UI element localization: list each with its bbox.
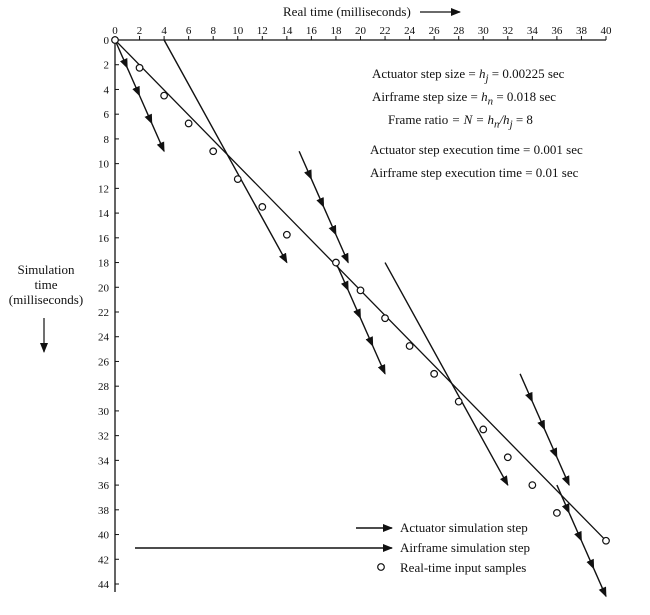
annotation-actuator-step-sub: j (485, 72, 489, 85)
actuator-step-arrow (520, 374, 532, 402)
input-sample-point (505, 454, 512, 461)
annotation-actuator-exec: Actuator step execution time = 0.001 sec (370, 142, 583, 157)
input-sample-point (382, 315, 389, 322)
annotation-airframe-step-sub: n (487, 95, 494, 108)
airframe-step-arrow (164, 40, 287, 263)
actuator-step-arrow (348, 290, 360, 318)
y-tick-label: 28 (98, 381, 109, 394)
legend-swatch-samples (378, 564, 385, 571)
y-axis-label (4, 262, 88, 307)
input-sample-point (333, 259, 340, 266)
annotation-actuator-step-value: = 0.00225 sec (491, 66, 565, 81)
x-tick-label: 14 (281, 25, 293, 37)
y-tick-label: 14 (98, 208, 109, 221)
x-tick-label: 2 (136, 25, 143, 37)
actuator-step-arrow (140, 96, 152, 124)
x-tick-label: 34 (526, 25, 538, 37)
actuator-step-arrow (361, 318, 373, 346)
input-sample-point (406, 343, 413, 350)
airframe-step-arrow (385, 263, 508, 486)
annotation-airframe-step-value: = 0.018 sec (496, 89, 556, 104)
actuator-step-arrow (311, 179, 323, 207)
x-tick-label: 26 (428, 25, 440, 37)
y-axis-label-line-1: Simulation (17, 262, 75, 277)
annotation-frame-ratio-label: Frame ratio (388, 112, 449, 127)
y-tick-label: 36 (98, 480, 109, 493)
annotation-airframe-exec: Airframe step execution time = 0.01 sec (370, 165, 579, 180)
x-tick-label: 30 (477, 25, 489, 37)
x-tick-label: 22 (379, 25, 391, 37)
input-sample-point (603, 537, 610, 544)
x-tick-label: 0 (112, 25, 118, 37)
x-ticks (112, 25, 612, 40)
y-tick-label: 32 (98, 430, 109, 443)
x-axis-label: Real time (milliseconds) (283, 4, 411, 19)
annotation-frame-ratio-expr: = N = h (451, 112, 495, 127)
actuator-step-arrow (115, 40, 127, 68)
y-tick-label: 2 (103, 59, 109, 72)
input-sample-point (161, 92, 168, 99)
y-tick-label: 4 (103, 84, 109, 97)
annotation-frame-ratio-sub1: n (494, 118, 500, 131)
y-ticks (98, 35, 119, 591)
annotation-frame-ratio-value: = 8 (515, 112, 533, 127)
x-tick-label: 28 (453, 25, 465, 37)
annotation-airframe-step-symbol: h (481, 89, 488, 104)
input-sample-point (259, 204, 266, 211)
x-tick-label: 32 (502, 25, 514, 37)
annotation-frame-ratio-mid: /h (499, 112, 510, 127)
x-tick-label: 38 (575, 25, 587, 37)
input-sample-point (284, 231, 291, 238)
actuator-step-arrow (557, 485, 569, 513)
annotation-frame-ratio (388, 112, 533, 131)
y-tick-label: 42 (98, 554, 109, 567)
input-sample-point (357, 287, 364, 294)
input-sample-point (431, 371, 438, 378)
y-tick-label: 30 (98, 405, 109, 418)
x-tick-label: 10 (232, 25, 244, 37)
actuator-step-arrow (557, 457, 569, 485)
annotation-actuator-step-symbol: h (478, 66, 486, 81)
actuator-step-arrow (373, 346, 385, 374)
y-tick-label: 18 (98, 257, 109, 270)
actuator-step-arrow (569, 513, 581, 541)
y-tick-label: 6 (103, 109, 109, 122)
y-tick-label: 10 (98, 158, 109, 171)
legend (135, 528, 392, 570)
y-axis-label-line-3: (milliseconds) (8, 292, 84, 307)
legend-label-actuator: Actuator simulation step (400, 520, 528, 535)
actuator-step-arrow (127, 68, 139, 96)
actuator-step-arrow (594, 569, 606, 597)
input-sample-point (554, 510, 561, 517)
x-tick-label: 18 (330, 25, 342, 37)
actuator-step-arrow (545, 429, 557, 457)
actuator-step-arrow (299, 151, 311, 179)
x-tick-label: 40 (600, 25, 612, 37)
actuator-step-arrow (581, 541, 593, 569)
annotation-airframe-step: Airframe step size = $h_n = 0.018$ sec (372, 89, 556, 108)
annotation-airframe-step-label: Airframe step size (372, 89, 468, 104)
input-sample-point (136, 65, 143, 72)
y-tick-label: 20 (98, 282, 109, 295)
y-tick-label: 24 (98, 331, 109, 344)
input-sample-point (455, 398, 462, 405)
actuator-step-arrow (324, 207, 336, 235)
annotation-actuator-step-label: Actuator step size (372, 66, 466, 81)
y-tick-label: 38 (98, 504, 109, 517)
input-sample-point (185, 120, 192, 127)
actuator-step-arrow (152, 123, 164, 151)
y-tick-label: 0 (103, 35, 109, 47)
y-tick-label: 8 (103, 133, 109, 146)
y-tick-label: 26 (98, 356, 109, 369)
y-axis-label-line-2: time (34, 277, 58, 292)
actuator-step-arrow (336, 235, 348, 263)
x-tick-label: 36 (551, 25, 563, 37)
y-tick-label: 12 (98, 183, 109, 196)
x-tick-label: 12 (256, 25, 268, 37)
input-sample-point (112, 37, 119, 44)
series-layer (112, 37, 610, 597)
legend-label-samples: Real-time input samples (400, 560, 527, 575)
x-tick-label: 24 (404, 25, 416, 37)
x-tick-label: 8 (210, 25, 216, 37)
x-tick-label: 6 (185, 25, 192, 37)
y-tick-label: 22 (98, 307, 109, 319)
x-tick-label: 20 (355, 25, 366, 37)
annotation-frame-ratio-sub2: j (509, 118, 513, 131)
y-tick-label: 40 (98, 529, 109, 542)
input-sample-point (480, 426, 487, 433)
actuator-step-arrow (532, 402, 544, 430)
y-tick-label: 16 (98, 232, 109, 245)
x-tick-label: 16 (305, 25, 317, 37)
annotation-actuator-step: Actuator step size = $h_j = 0.00225$ sec (372, 66, 565, 85)
x-tick-label: 4 (161, 25, 167, 37)
input-sample-point (529, 482, 536, 489)
y-tick-label: 34 (98, 455, 109, 468)
input-sample-point (210, 148, 217, 155)
y-tick-label: 44 (98, 579, 109, 591)
input-sample-point (234, 176, 241, 183)
legend-label-airframe: Airframe simulation step (400, 540, 530, 555)
